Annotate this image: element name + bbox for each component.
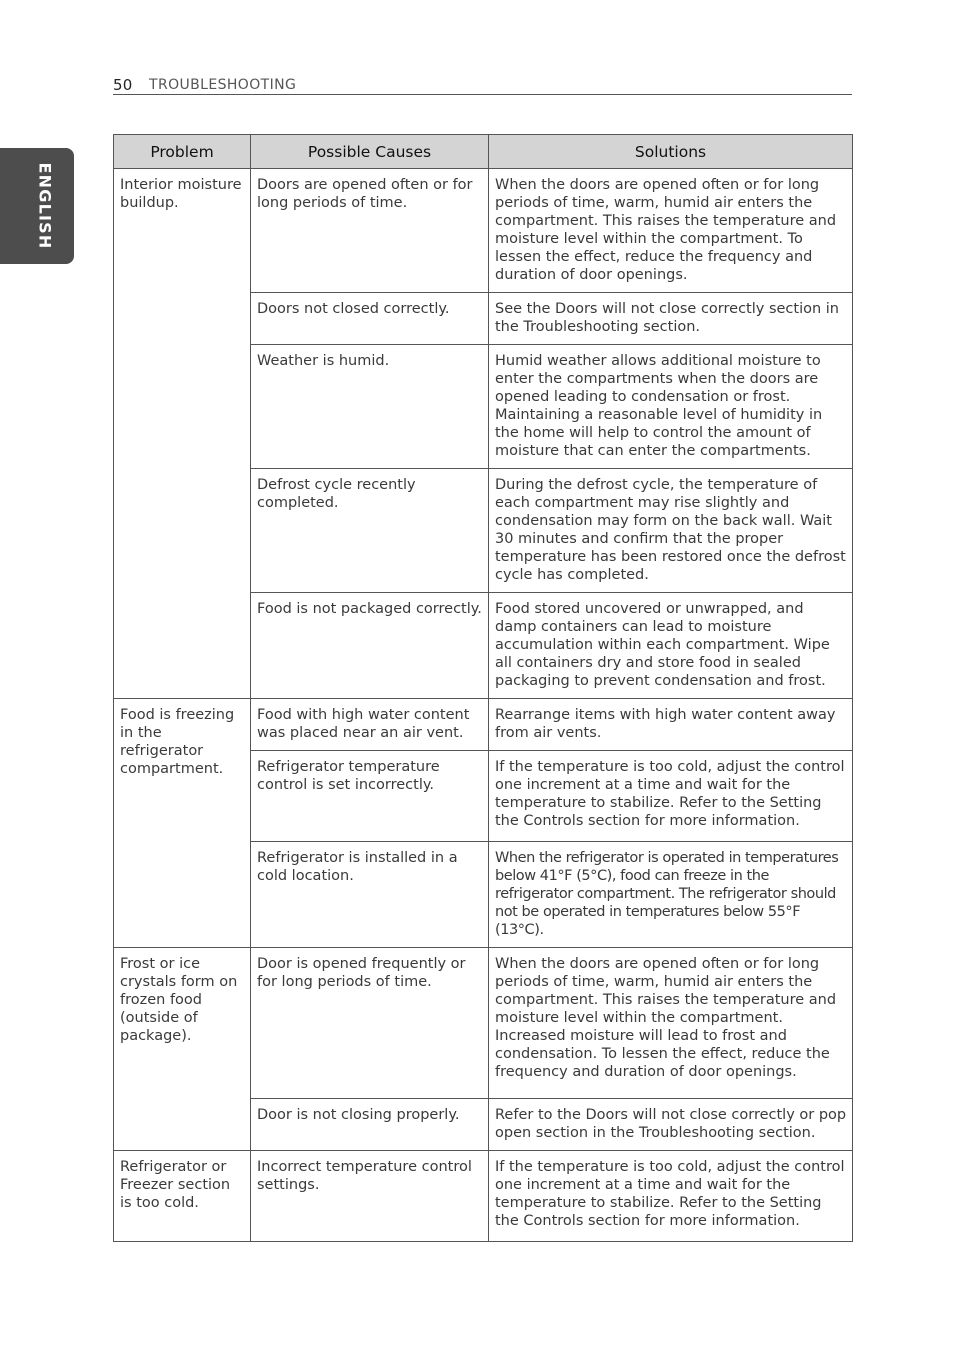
solution-cell: When the doors are opened often or for long periods of time, warm, humid air enters the compartment. This raises the temperature and moisture level within the compartment. Increased moisture will lead to frost and condensation. To lessen the effect, reduce the frequency and duration of door openings. [489,948,853,1099]
solution-cell: See the Doors will not close correctly section in the Troubleshooting section. [489,293,853,345]
cause-cell: Refrigerator is installed in a cold location. [251,842,489,948]
column-header-problem: Problem [114,135,251,169]
cause-cell: Door is opened frequently or for long periods of time. [251,948,489,1099]
solution-cell: If the temperature is too cold, adjust the control one increment at a time and wait for the temperature to stabilize. Refer to the Setting the Controls section for more information. [489,1151,853,1242]
problem-cell: Interior moisture buildup. [114,169,251,699]
solution-cell: When the refrigerator is operated in temperatures below 41°F (5°C), food can freeze in the refrigerator compartment. The refrigerator should not be operated in temperatures below 55°F (13°C). [489,842,853,948]
solution-cell: When the doors are opened often or for long periods of time, warm, humid air enters the compartment. This raises the temperature and moisture level within the compartment. To lessen the effect, reduce the frequency and duration of door openings. [489,169,853,293]
problem-cell: Refrigerator or Freezer section is too cold. [114,1151,251,1242]
cause-cell: Doors are opened often or for long periods of time. [251,169,489,293]
table-header-row [114,135,853,169]
table-row [114,169,853,293]
cause-cell: Door is not closing properly. [251,1099,489,1151]
page-number: 50 [113,76,133,94]
solution-cell: Food stored uncovered or unwrapped, and damp containers can lead to moisture accumulation within each compartment. Wipe all containers dry and store food in sealed packaging to prevent condensation and frost. [489,593,853,699]
solution-cell: Humid weather allows additional moisture to enter the compartments when the doors are opened leading to condensation or frost. Maintaining a reasonable level of humidity in the home will help to control the amount of moisture that can enter the compartments. [489,345,853,469]
solution-cell: During the defrost cycle, the temperature of each compartment may rise slightly and condensation may form on the back wall. Wait 30 minutes and confirm that the proper temperature has been restored once the defrost cycle has completed. [489,469,853,593]
language-tab [0,148,74,264]
cause-cell: Defrost cycle recently completed. [251,469,489,593]
cause-cell: Refrigerator temperature control is set incorrectly. [251,751,489,842]
solution-cell: If the temperature is too cold, adjust the control one increment at a time and wait for the temperature to stabilize. Refer to the Setting the Controls section for more information. [489,751,853,842]
table-row [114,948,853,1099]
cause-cell: Weather is humid. [251,345,489,469]
cause-cell: Incorrect temperature control settings. [251,1151,489,1242]
table-row [114,1151,853,1242]
cause-cell: Doors not closed correctly. [251,293,489,345]
cause-cell: Food with high water content was placed near an air vent. [251,699,489,751]
solution-cell: Rearrange items with high water content away from air vents. [489,699,853,751]
language-tab-label: ENGLISH [35,162,55,250]
column-header-solutions: Solutions [489,135,853,169]
solution-cell: Refer to the Doors will not close correctly or pop open section in the Troubleshooting section. [489,1099,853,1151]
problem-cell: Food is freezing in the refrigerator compartment. [114,699,251,948]
section-title: TROUBLESHOOTING [149,77,297,93]
column-header-causes: Possible Causes [251,135,489,169]
page-header [113,74,852,95]
problem-cell: Frost or ice crystals form on frozen food (outside of package). [114,948,251,1151]
table-row [114,699,853,751]
cause-cell: Food is not packaged correctly. [251,593,489,699]
troubleshooting-table [113,134,853,1242]
